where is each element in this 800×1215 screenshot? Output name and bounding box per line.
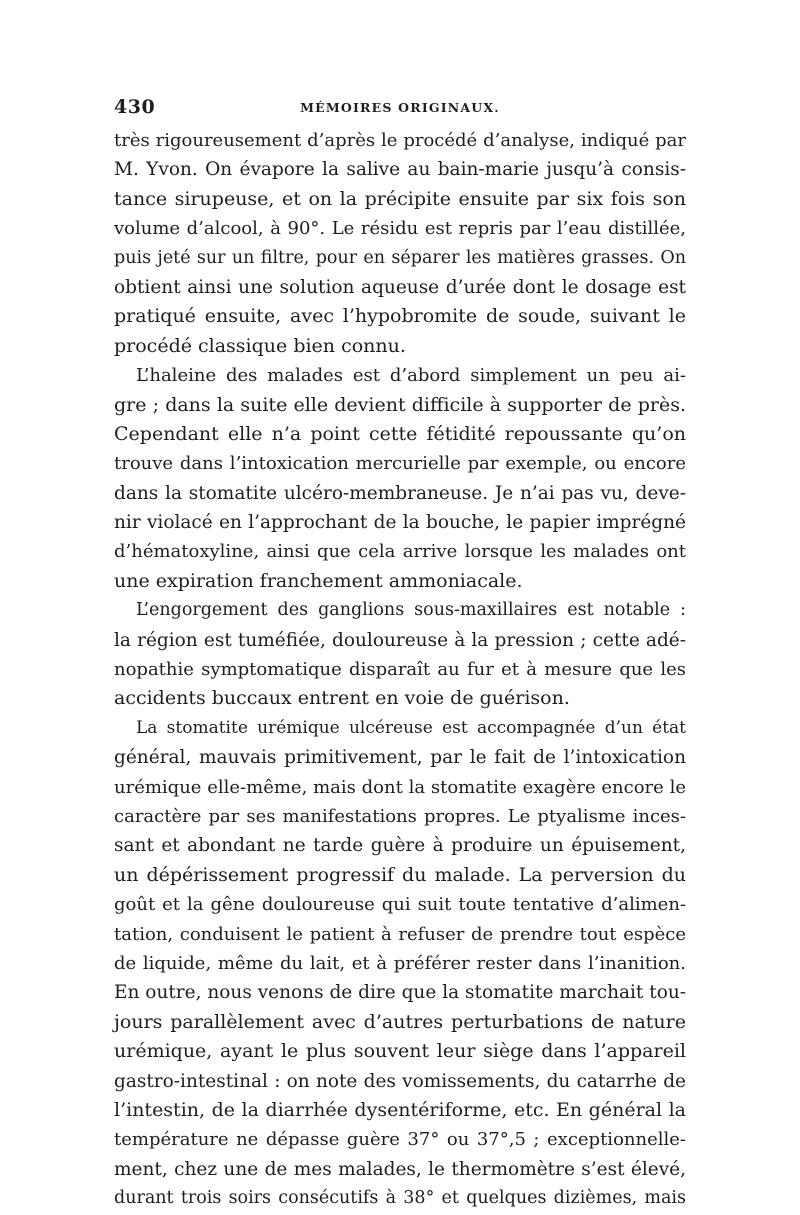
text-line: température ne dépasse guère 37° ou 37°,5 ; exceptionnelle- [114,1129,686,1151]
text-line: tance sirupeuse, et on la précipite ensuite par six fois son [114,187,686,210]
body-text [114,126,686,1213]
text-line: volume d’alcool, à 90°. Le résidu est repris par l’eau distillée, [114,218,686,240]
text-line: sant et abondant ne tarde guère à produire un épuisement, [114,835,686,857]
text-line: nopathie symptomatique disparaît au fur et à mesure que les [114,659,686,681]
text-line: L’haleine des malades est d’abord simplement un peu ai- [136,365,686,387]
text-line: général, mauvais primitivement, par le fait de l’intoxication [114,747,686,769]
text-line: nir violacé en l’approchant de la bouche, le papier imprégné [114,512,686,534]
text-line: une expiration franchement ammoniacale. [114,569,523,592]
text-line: goût et la gêne douloureuse qui suit toute tentative d’alimen- [114,894,686,916]
text-line: En outre, nous venons de dire que la stomatite marchait tou- [114,982,686,1004]
text-line: La stomatite urémique ulcéreuse est accompagnée d’un état [136,717,686,738]
text-line: Cependant elle n’a point cette fétidité repoussante qu’on [114,422,686,445]
text-line: la région est tuméfiée, douloureuse à la pression ; cette adé- [114,629,686,651]
text-line: accidents buccaux entrent en voie de guérison. [114,687,570,710]
text-line: jours parallèlement avec d’autres perturbations de nature [114,1010,686,1033]
text-line: gre ; dans la suite elle devient difficile à supporter de près. [114,393,686,416]
text-line: d’hématoxyline, ainsi que cela arrive lorsque les malades ont [114,541,686,563]
text-line: trouve dans l’intoxication mercurielle par exemple, ou encore [114,453,686,475]
text-line: caractère par ses manifestations propres. Le ptyalisme inces- [114,805,686,827]
text-line: gastro-intestinal : on note des vomissements, du catarrhe de [114,1070,686,1092]
text-line: l’intestin, de la diarrhée dysentériforme, etc. En général la [114,1098,686,1121]
text-line: pratiqué ensuite, avec l’hypobromite de soude, suivant le [114,305,686,328]
text-line: dans la stomatite ulcéro-membraneuse. Je n’ai pas vu, deve- [114,482,686,504]
running-head [114,96,686,124]
text-line: M. Yvon. On évapore la salive au bain-marie jusqu’à consis- [114,159,686,181]
text-line: puis jeté sur un filtre, pour en séparer les matières grasses. On [114,247,686,268]
text-line: de liquide, même du lait, et à préférer rester dans l’inanition. [114,952,686,974]
text-line: ment, chez une de mes malades, le thermomètre s’est élevé, [114,1158,686,1180]
text-line: urémique, ayant le plus souvent leur siège dans l’appareil [114,1040,686,1063]
text-line: urémique elle-même, mais dont la stomatite exagère encore le [114,776,686,798]
text-line: très rigoureusement d’après le procédé d’analyse, indiqué par [114,130,686,151]
text-line: un dépérissement progressif du malade. La perversion du [114,863,686,886]
text-line: tation, conduisent le patient à refuser de prendre tout espèce [114,923,686,945]
text-line: L’engorgement des ganglions sous-maxillaires est notable : [136,600,686,621]
text-line: obtient ainsi une solution aqueuse d’urée dont le dosage est [114,276,686,298]
running-title: MÉMOIRES ORIGINAUX. [300,100,500,115]
page-number: 430 [114,96,156,118]
text-line: procédé classique bien connu. [114,334,406,357]
text-line: durant trois soirs consécutifs à 38° et quelques dizièmes, mais [114,1188,686,1209]
